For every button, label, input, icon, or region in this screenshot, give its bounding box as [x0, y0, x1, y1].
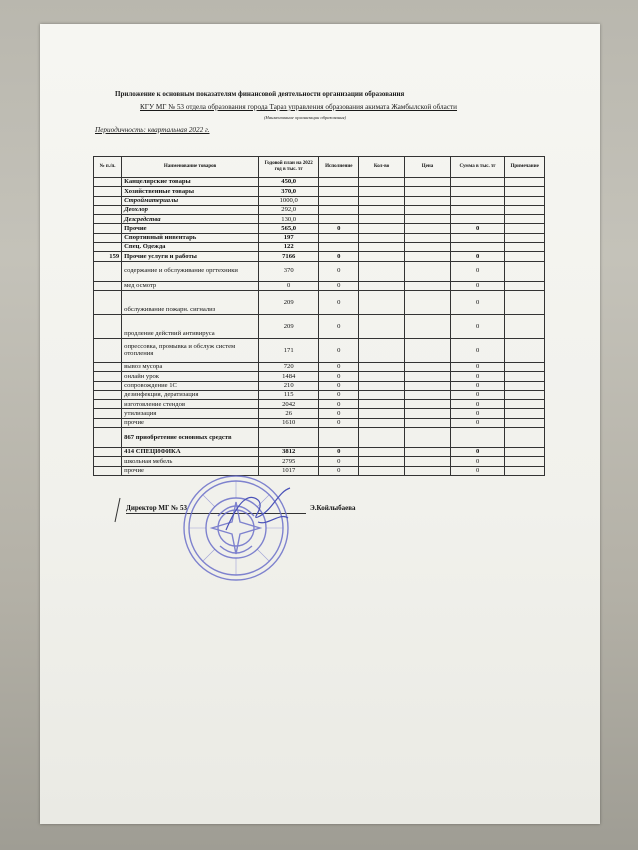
table-cell-price — [405, 215, 451, 224]
table-cell-num: 159 — [94, 252, 122, 261]
table-cell-name: 414 СПЕЦИФИКА — [122, 448, 259, 457]
table-cell-num — [94, 290, 122, 314]
table-cell-price — [405, 372, 451, 381]
table-cell-price — [405, 233, 451, 242]
table-row — [94, 466, 545, 475]
table-cell-plan: 2042 — [258, 400, 319, 409]
table-cell-qty — [359, 418, 405, 427]
table-cell-price — [405, 390, 451, 399]
table-cell-num — [94, 281, 122, 290]
table-cell-qty — [359, 252, 405, 261]
table-cell-plan: 197 — [258, 233, 319, 242]
table-cell-name: Дезсредства — [122, 215, 259, 224]
table-row — [94, 290, 545, 314]
table-cell-qty — [359, 187, 405, 196]
table-cell-note — [505, 400, 545, 409]
table-cell-note — [505, 205, 545, 214]
table-cell-exec: 0 — [319, 466, 359, 475]
table-cell-exec: 0 — [319, 400, 359, 409]
table-cell-name: мед осмотр — [122, 281, 259, 290]
table-row — [94, 261, 545, 281]
table-cell-num — [94, 215, 122, 224]
column-header: Цена — [405, 157, 451, 178]
table-cell-sum: 0 — [450, 400, 504, 409]
table-cell-num — [94, 400, 122, 409]
table-row — [94, 224, 545, 233]
table-cell-note — [505, 290, 545, 314]
table-cell-price — [405, 252, 451, 261]
table-cell-price — [405, 428, 451, 448]
table-cell-sum — [450, 178, 504, 187]
table-cell-num — [94, 261, 122, 281]
table-cell-price — [405, 261, 451, 281]
table-cell-sum: 0 — [450, 290, 504, 314]
column-header: Сумма в тыс. тг — [450, 157, 504, 178]
table-cell-note — [505, 314, 545, 338]
table-cell-name: прочие — [122, 418, 259, 427]
table-cell-sum — [450, 196, 504, 205]
table-cell-price — [405, 448, 451, 457]
table-cell-exec: 0 — [319, 252, 359, 261]
table-row — [94, 457, 545, 466]
table-cell-exec: 0 — [319, 381, 359, 390]
table-cell-sum: 0 — [450, 314, 504, 338]
table-cell-note — [505, 243, 545, 252]
table-row — [94, 428, 545, 448]
document-sheet — [40, 24, 600, 824]
table-cell-name: прочие — [122, 466, 259, 475]
table-cell-price — [405, 409, 451, 418]
column-header: Примечание — [505, 157, 545, 178]
table-cell-num — [94, 409, 122, 418]
table-cell-exec: 0 — [319, 314, 359, 338]
table-cell-num — [94, 224, 122, 233]
table-cell-sum: 0 — [450, 372, 504, 381]
table-cell-name: опрессовка, промывка и обслуж систем отопления — [122, 338, 259, 362]
table-cell-sum: 0 — [450, 261, 504, 281]
table-cell-num — [94, 418, 122, 427]
table-cell-num — [94, 381, 122, 390]
table-cell-qty — [359, 457, 405, 466]
table-cell-price — [405, 290, 451, 314]
table-cell-exec — [319, 187, 359, 196]
table-cell-sum: 0 — [450, 338, 504, 362]
table-cell-qty — [359, 448, 405, 457]
table-cell-price — [405, 224, 451, 233]
table-cell-exec: 0 — [319, 224, 359, 233]
table-cell-price — [405, 205, 451, 214]
table-header-row — [94, 157, 545, 178]
table-cell-num — [94, 466, 122, 475]
table-cell-num — [94, 338, 122, 362]
table-cell-name: вывоз мусора — [122, 362, 259, 371]
table-row — [94, 338, 545, 362]
table-cell-exec: 0 — [319, 372, 359, 381]
table-cell-qty — [359, 196, 405, 205]
table-cell-num — [94, 428, 122, 448]
table-cell-sum — [450, 187, 504, 196]
table-cell-exec — [319, 178, 359, 187]
table-cell-note — [505, 338, 545, 362]
table-cell-sum: 0 — [450, 362, 504, 371]
table-cell-name: сопровождение 1С — [122, 381, 259, 390]
table-cell-num — [94, 448, 122, 457]
table-cell-name: Стройматериалы — [122, 196, 259, 205]
table-cell-plan: 565,0 — [258, 224, 319, 233]
table-cell-plan: 26 — [258, 409, 319, 418]
table-cell-price — [405, 281, 451, 290]
table-cell-exec — [319, 233, 359, 242]
table-row — [94, 448, 545, 457]
table-cell-exec: 0 — [319, 448, 359, 457]
table-cell-plan: 3812 — [258, 448, 319, 457]
table-cell-exec: 0 — [319, 338, 359, 362]
handwritten-signature-icon — [218, 482, 298, 542]
table-cell-qty — [359, 400, 405, 409]
financial-table — [93, 156, 545, 476]
table-cell-sum: 0 — [450, 466, 504, 475]
table-cell-name: содержание и обслуживание оргтехники — [122, 261, 259, 281]
table-cell-plan: 1017 — [258, 466, 319, 475]
table-cell-note — [505, 448, 545, 457]
table-cell-sum: 0 — [450, 381, 504, 390]
table-cell-price — [405, 418, 451, 427]
table-cell-num — [94, 187, 122, 196]
table-cell-note — [505, 196, 545, 205]
table-cell-num — [94, 457, 122, 466]
table-cell-qty — [359, 390, 405, 399]
table-cell-note — [505, 187, 545, 196]
table-cell-name: онлайн урок — [122, 372, 259, 381]
table-cell-name: 867 приобретение основных средств — [122, 428, 259, 448]
table-cell-name: Спортивный инвентарь — [122, 233, 259, 242]
table-cell-qty — [359, 409, 405, 418]
table-cell-num — [94, 233, 122, 242]
table-cell-plan: 171 — [258, 338, 319, 362]
table-cell-plan: 1610 — [258, 418, 319, 427]
table-cell-note — [505, 261, 545, 281]
table-cell-exec — [319, 196, 359, 205]
column-header: Годовой план на 2022 год в тыс. тг — [258, 157, 319, 178]
table-row — [94, 400, 545, 409]
column-header: № п./п. — [94, 157, 122, 178]
table-cell-exec — [319, 428, 359, 448]
table-cell-note — [505, 409, 545, 418]
table-cell-qty — [359, 205, 405, 214]
table-cell-exec — [319, 215, 359, 224]
table-cell-qty — [359, 243, 405, 252]
table-cell-price — [405, 362, 451, 371]
periodicity: Периодичность: квартальная 2022 г. — [95, 126, 210, 134]
table-cell-qty — [359, 338, 405, 362]
table-cell-qty — [359, 466, 405, 475]
table-cell-price — [405, 187, 451, 196]
table-cell-qty — [359, 290, 405, 314]
table-row — [94, 372, 545, 381]
table-cell-name: Канцелярские товары — [122, 178, 259, 187]
table-cell-note — [505, 457, 545, 466]
table-cell-exec: 0 — [319, 281, 359, 290]
table-cell-exec — [319, 205, 359, 214]
table-cell-sum: 0 — [450, 418, 504, 427]
table-cell-name: Прочие услуги и работы — [122, 252, 259, 261]
table-cell-price — [405, 338, 451, 362]
table-cell-qty — [359, 381, 405, 390]
table-cell-note — [505, 281, 545, 290]
table-cell-price — [405, 400, 451, 409]
table-cell-qty — [359, 233, 405, 242]
table-cell-exec: 0 — [319, 362, 359, 371]
table-cell-price — [405, 178, 451, 187]
table-cell-note — [505, 390, 545, 399]
table-cell-name: школьная мебель — [122, 457, 259, 466]
table-cell-qty — [359, 224, 405, 233]
table-cell-plan: 0 — [258, 281, 319, 290]
table-cell-plan: 209 — [258, 314, 319, 338]
table-cell-plan: 115 — [258, 390, 319, 399]
header-title: Приложение к основным показателям финансовой деятельности организации образования — [115, 90, 405, 98]
table-cell-plan: 2795 — [258, 457, 319, 466]
table-row — [94, 418, 545, 427]
table-cell-plan: 130,0 — [258, 215, 319, 224]
table-cell-num — [94, 314, 122, 338]
table-cell-exec: 0 — [319, 457, 359, 466]
table-cell-name: дезинфекция, дератизация — [122, 390, 259, 399]
table-cell-name: Деохлор — [122, 205, 259, 214]
table-cell-price — [405, 196, 451, 205]
table-cell-exec: 0 — [319, 390, 359, 399]
table-cell-sum: 0 — [450, 390, 504, 399]
table-cell-qty — [359, 314, 405, 338]
table-cell-num — [94, 390, 122, 399]
table-cell-qty — [359, 261, 405, 281]
table-cell-num — [94, 196, 122, 205]
table-cell-qty — [359, 178, 405, 187]
column-header: Наименование товаров — [122, 157, 259, 178]
table-cell-note — [505, 252, 545, 261]
table-cell-name: Прочие — [122, 224, 259, 233]
table-body — [94, 178, 545, 476]
table-cell-qty — [359, 215, 405, 224]
table-row — [94, 215, 545, 224]
table-cell-note — [505, 381, 545, 390]
table-row — [94, 362, 545, 371]
table-cell-num — [94, 205, 122, 214]
table-cell-exec: 0 — [319, 261, 359, 281]
table-cell-name: Спец. Одежда — [122, 243, 259, 252]
table-row — [94, 281, 545, 290]
table-cell-sum: 0 — [450, 409, 504, 418]
table-cell-price — [405, 381, 451, 390]
table-cell-plan: 210 — [258, 381, 319, 390]
table-row — [94, 409, 545, 418]
table-cell-note — [505, 224, 545, 233]
table-cell-note — [505, 178, 545, 187]
table-row — [94, 205, 545, 214]
table-cell-sum — [450, 243, 504, 252]
table-cell-price — [405, 457, 451, 466]
table-cell-plan: 122 — [258, 243, 319, 252]
table-cell-note — [505, 233, 545, 242]
table-cell-sum — [450, 215, 504, 224]
table-cell-plan: 1484 — [258, 372, 319, 381]
director-label: Директор МГ № 53 — [126, 504, 187, 512]
table-cell-num — [94, 178, 122, 187]
table-cell-name: Хозяйственные товары — [122, 187, 259, 196]
table-cell-exec: 0 — [319, 409, 359, 418]
column-header: Кол-во — [359, 157, 405, 178]
table-row — [94, 196, 545, 205]
director-name: Э.Койлыбаева — [310, 504, 356, 512]
table-cell-num — [94, 243, 122, 252]
table-cell-plan — [258, 428, 319, 448]
table-cell-name: изготовление стендов — [122, 400, 259, 409]
organization-caption: (Наименование организации образования) — [264, 115, 347, 120]
table-cell-qty — [359, 362, 405, 371]
table-cell-plan: 209 — [258, 290, 319, 314]
table-row — [94, 252, 545, 261]
table-cell-sum — [450, 428, 504, 448]
organization-name: КГУ МГ № 53 отдела образования города Тараз управления образования акимата Жамбылской области — [140, 103, 458, 111]
column-header: Исполнение — [319, 157, 359, 178]
table-row — [94, 178, 545, 187]
table-cell-sum: 0 — [450, 224, 504, 233]
table-cell-exec: 0 — [319, 418, 359, 427]
table-cell-note — [505, 428, 545, 448]
table-cell-note — [505, 215, 545, 224]
table-cell-plan: 292,0 — [258, 205, 319, 214]
table-cell-sum — [450, 205, 504, 214]
table-cell-price — [405, 243, 451, 252]
signature-mark-icon — [114, 496, 122, 524]
table-cell-name: продление действий антивируса — [122, 314, 259, 338]
table-cell-plan: 370 — [258, 261, 319, 281]
table-cell-qty — [359, 281, 405, 290]
table-cell-note — [505, 362, 545, 371]
table-cell-plan: 450,0 — [258, 178, 319, 187]
table-cell-note — [505, 372, 545, 381]
table-cell-plan: 1000,0 — [258, 196, 319, 205]
table-cell-sum: 0 — [450, 252, 504, 261]
table-cell-note — [505, 466, 545, 475]
table-row — [94, 390, 545, 399]
table-cell-exec — [319, 243, 359, 252]
table-row — [94, 243, 545, 252]
table-cell-exec: 0 — [319, 290, 359, 314]
table-cell-price — [405, 466, 451, 475]
table-cell-plan: 720 — [258, 362, 319, 371]
table-cell-num — [94, 372, 122, 381]
table-row — [94, 187, 545, 196]
table-cell-sum: 0 — [450, 448, 504, 457]
table-cell-plan: 7166 — [258, 252, 319, 261]
table-row — [94, 314, 545, 338]
table-row — [94, 381, 545, 390]
table-cell-note — [505, 418, 545, 427]
table-cell-price — [405, 314, 451, 338]
table-cell-sum — [450, 233, 504, 242]
table-cell-name: обслуживание пожарн. сигнализ — [122, 290, 259, 314]
table-cell-sum: 0 — [450, 281, 504, 290]
table-row — [94, 233, 545, 242]
table-cell-plan: 370,0 — [258, 187, 319, 196]
table-cell-sum: 0 — [450, 457, 504, 466]
table-cell-num — [94, 362, 122, 371]
table-cell-qty — [359, 428, 405, 448]
table-cell-name: утилизация — [122, 409, 259, 418]
table-cell-qty — [359, 372, 405, 381]
